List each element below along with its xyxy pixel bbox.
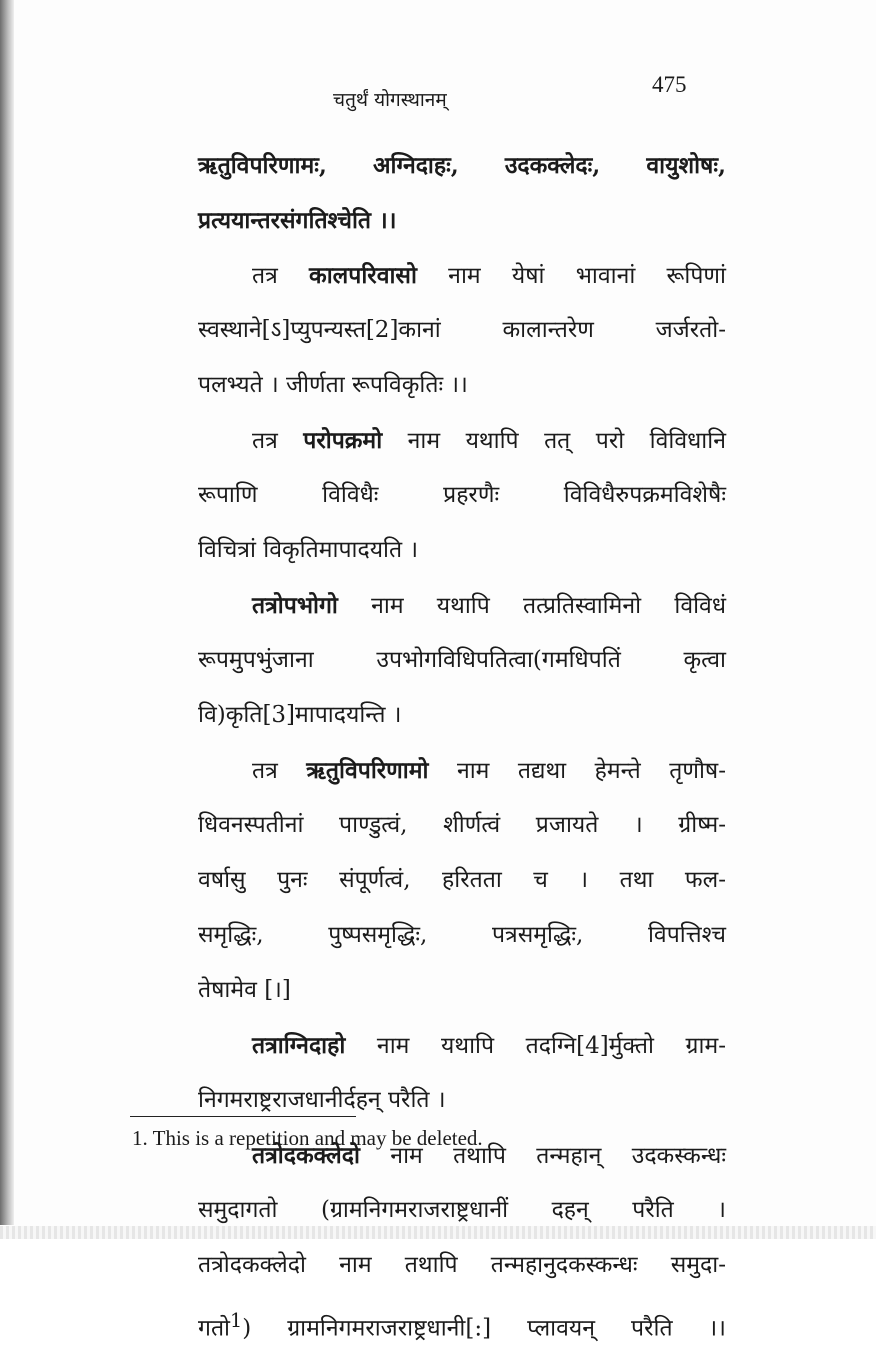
text-line: रूपाणि विविधैः प्रहरणैः विविधैरुपक्रमविशेषैः <box>198 482 726 508</box>
plain-text: नाम तथापि तन्महान् उदकस्कन्धः <box>359 1143 726 1169</box>
page-bottom-edge <box>0 1226 876 1239</box>
text-line: स्वस्थाने[ऽ]प्युपन्यस्त[2]कानां कालान्तरेण जर्जरतो- <box>198 317 726 343</box>
text-line: समुदागतो (ग्रामनिगमराजराष्ट्रधानीं दहन् परैति । <box>198 1197 726 1223</box>
text-line: पलभ्यते । जीर्णता रूपविकृतिः ।। <box>198 372 468 398</box>
plain-text: ) ग्रामनिगमराजराष्ट्रधानी[:] प्लावयन् परैति ।। <box>242 1315 726 1342</box>
defined-term: ऋतुविपरिणामो <box>306 757 429 784</box>
text-line: समृद्धिः, पुष्पसमृद्धिः, पत्रसमृद्धिः, विपत्तिश्च <box>198 922 726 948</box>
text-line <box>198 743 726 798</box>
text-line: विचित्रां विकृतिमापादयति । <box>198 537 419 563</box>
text-line: वर्षासु पुनः संपूर्णत्वं, हरितता च । तथा फल- <box>198 867 726 893</box>
plain-text: नाम यथापि तदग्नि[4]र्मुक्तो ग्राम- <box>345 1033 726 1059</box>
page-number: 475 <box>652 72 687 97</box>
text-line: तेषामेव [।] <box>198 977 291 1003</box>
text-line: प्रत्ययान्तरसंगतिश्चेति ।। <box>198 207 397 234</box>
text-line <box>198 413 726 468</box>
text-line: वि)कृति[3]मापादयन्ति । <box>198 702 402 728</box>
text-line: तत्रोदकक्लेदो नाम तथापि तन्महानुदकस्कन्धः समुदा- <box>198 1252 726 1278</box>
text-line <box>198 1293 726 1348</box>
plain-text: तत्र <box>252 263 310 289</box>
footnote-rule <box>130 1116 356 1117</box>
plain-text: नाम यथापि तत् परो विविधानि <box>382 428 726 454</box>
footnote: 1. This is a repetition and may be deleted. <box>132 1126 483 1150</box>
text-line: निगमराष्ट्रराजधानीर्दहन् परैति । <box>198 1087 446 1113</box>
defined-term: परोपक्रमो <box>303 427 383 454</box>
text-line <box>198 578 726 633</box>
plain-text: नाम तद्यथा हेमन्ते तृणौष- <box>428 758 726 784</box>
body-text <box>198 138 726 1348</box>
defined-term: तत्रोदकक्लेदो <box>252 1142 360 1169</box>
text-line: रूपमुपभुंजाना उपभोगविधिपतित्वा(गमधिपतिं कृत्वा <box>198 647 726 673</box>
plain-text: तत्र <box>252 758 307 784</box>
plain-text: नाम यथापि तत्प्रतिस्वामिनो विविधं <box>337 593 726 619</box>
text-line: ऋतुविपरिणामः, अग्निदाहः, उदकक्लेदः, वायुशोषः, <box>198 152 726 179</box>
page-binding-shadow <box>0 0 14 1225</box>
defined-term: तत्रोपभोगो <box>252 592 338 619</box>
page-header <box>220 72 700 112</box>
plain-text: गतो <box>198 1315 231 1342</box>
text-line: धिवनस्पतीनां पाण्डुत्वं, शीर्णत्वं प्रजायते । ग्रीष्म- <box>198 812 726 838</box>
text-line <box>198 1018 726 1073</box>
footnote-marker: 1 <box>230 1309 243 1332</box>
defined-term: कालपरिवासो <box>309 262 417 289</box>
text-line <box>198 248 726 303</box>
running-head: चतुर्थं योगस्थानम् <box>333 89 447 111</box>
plain-text: तत्र <box>252 428 304 454</box>
plain-text: नाम येषां भावानां रूपिणां <box>416 263 726 289</box>
defined-term: तत्राग्निदाहो <box>252 1032 346 1059</box>
